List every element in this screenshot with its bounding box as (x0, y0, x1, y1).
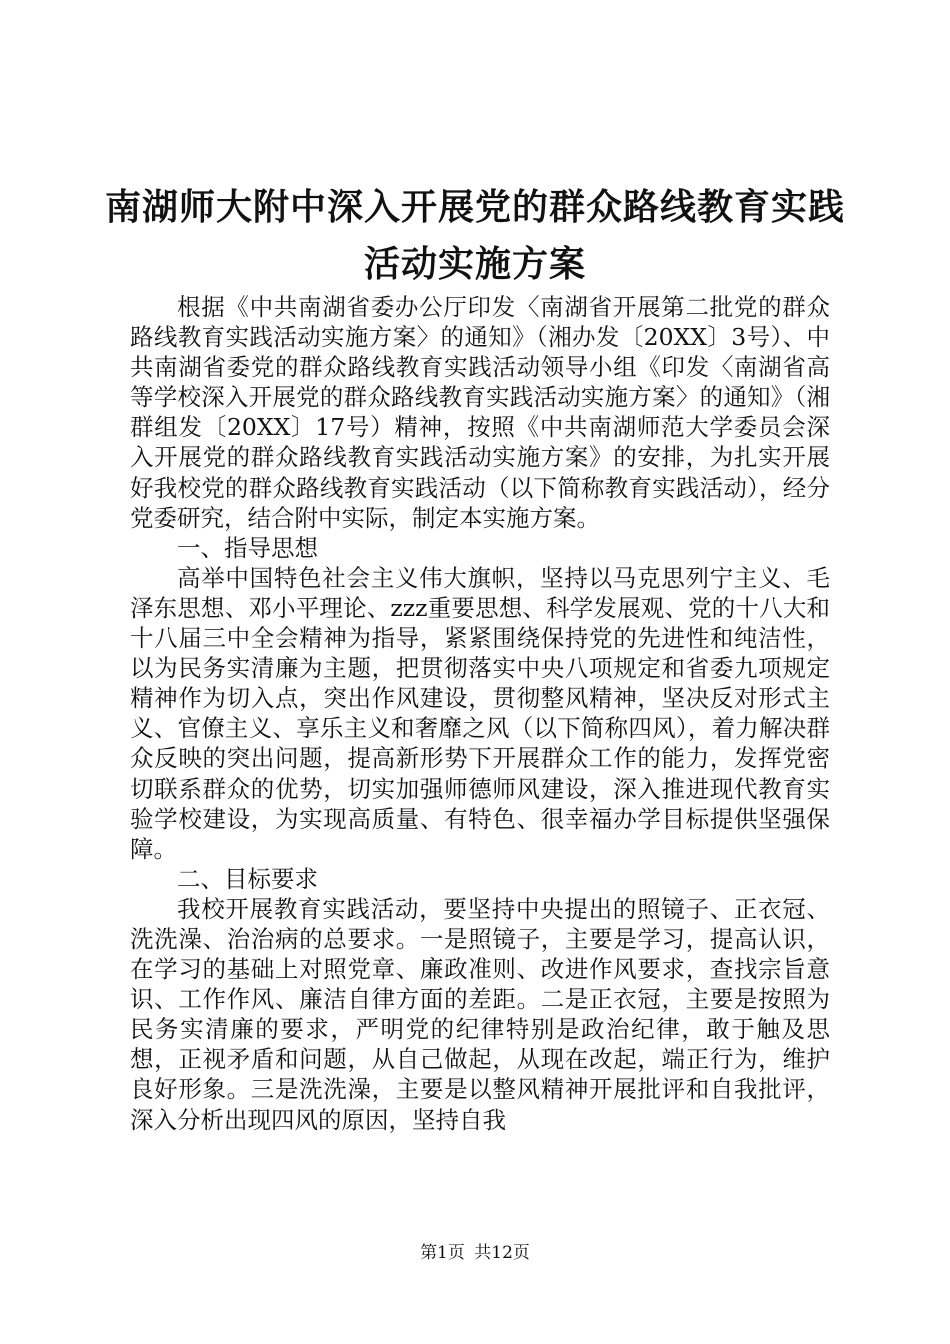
page-total: 共12页 (474, 1243, 530, 1263)
paragraph-goals: 我校开展教育实践活动，要坚持中央提出的照镜子、正衣冠、洗洗澡、治治病的总要求。一是照镜子，主要是学习，提高认识，在学习的基础上对照党章、廉政准则、改进作风要求，查找宗旨意识、工作作风、廉洁自律方面的差距。二是正衣冠，主要是按照为民务实清廉的要求，严明党的纪律特别是政治纪律，敢于触及思想，正视矛盾和问题，从自己做起，从现在改起，端正行为，维护良好形象。三是洗洗澡，主要是以整风精神开展批评和自我批评，深入分析出现四风的原因，坚持自我 (130, 894, 830, 1134)
document-body (130, 292, 830, 1135)
document-title-line-1: 南湖师大附中深入开展党的群众路线教育实践 (104, 187, 845, 228)
section-heading-goals: 二、目标要求 (177, 864, 318, 893)
paragraph-intro: 根据《中共南湖省委办公厅印发〈南湖省开展第二批党的群众路线教育实践活动实施方案〉的通知》（湘办发〔20XX〕3号）、中共南湖省委党的群众路线教育实践活动领导小组《印发〈南湖省高等学校深入开展党的群众路线教育实践活动实施方案〉的通知》（湘群组发〔20XX〕17号）精神，按照《中共南湖师范大学委员会深入开展党的群众路线教育实践活动实施方案》的安排，为扎实开展好我校党的群众路线教育实践活动（以下简称教育实践活动），经分党委研究，结合附中实际，制定本实施方案。 (130, 293, 830, 532)
page-number: 第1页 (420, 1243, 465, 1263)
section-heading-guiding-thought: 一、指导思想 (177, 533, 318, 562)
page-footer (0, 1242, 950, 1264)
document-title-line-2: 活动实施方案 (363, 244, 586, 285)
paragraph-guiding-thought: 高举中国特色社会主义伟大旗帜，坚持以马克思列宁主义、毛泽东思想、邓小平理论、zzz重要思想、科学发展观、党的十八大和十八届三中全会精神为指导，紧紧围绕保持党的先进性和纯洁性，以为民务实清廉为主题，把贯彻落实中央八项规定和省委九项规定精神作为切入点，突出作风建设，贯彻整风精神，坚决反对形式主义、官僚主义、享乐主义和奢靡之风（以下简称四风），着力解决群众反映的突出问题，提高新形势下开展群众工作的能力，发挥党密切联系群众的优势，切实加强师德师风建设，深入推进现代教育实验学校建设，为实现高质量、有特色、很幸福办学目标提供坚强保障。 (130, 563, 830, 863)
